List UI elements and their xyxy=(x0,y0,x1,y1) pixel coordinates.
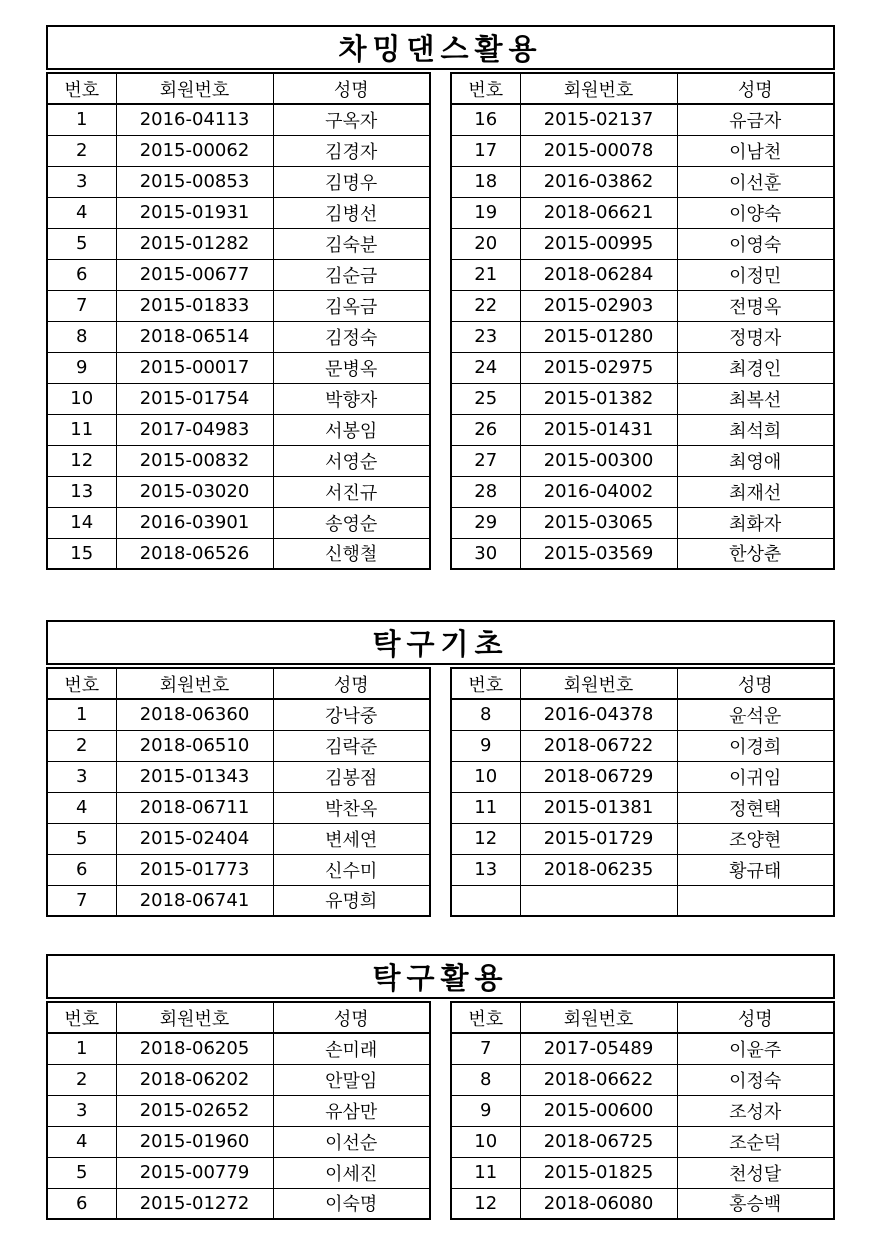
row-number: 8 xyxy=(451,1064,520,1095)
row-number: 29 xyxy=(451,507,520,538)
table-row xyxy=(451,445,834,476)
member-id: 2018-06205 xyxy=(116,1033,273,1064)
member-id: 2018-06621 xyxy=(520,197,677,228)
header-name: 성명 xyxy=(677,73,834,104)
member-name: 이선순 xyxy=(273,1126,430,1157)
member-name: 이정민 xyxy=(677,259,834,290)
header-row xyxy=(47,668,430,699)
member-id: 2017-04983 xyxy=(116,414,273,445)
roster-tables xyxy=(46,1001,835,1220)
member-name: 유삼만 xyxy=(273,1095,430,1126)
table-row xyxy=(47,352,430,383)
table-row xyxy=(47,383,430,414)
member-id: 2015-03569 xyxy=(520,538,677,569)
row-number: 10 xyxy=(451,1126,520,1157)
table-row xyxy=(47,730,430,761)
row-number: 7 xyxy=(47,290,116,321)
table-row xyxy=(47,321,430,352)
header-row xyxy=(47,1002,430,1033)
row-number: 4 xyxy=(47,197,116,228)
header-member-id: 회원번호 xyxy=(520,1002,677,1033)
header-member-id: 회원번호 xyxy=(116,1002,273,1033)
member-id: 2015-01343 xyxy=(116,761,273,792)
roster-table-right xyxy=(450,1001,835,1220)
member-id: 2015-01754 xyxy=(116,383,273,414)
member-name: 김순금 xyxy=(273,259,430,290)
member-id: 2015-00832 xyxy=(116,445,273,476)
table-row xyxy=(47,792,430,823)
row-number: 2 xyxy=(47,1064,116,1095)
member-name: 박향자 xyxy=(273,383,430,414)
member-name: 이숙명 xyxy=(273,1188,430,1219)
header-row xyxy=(451,668,834,699)
member-name: 서진규 xyxy=(273,476,430,507)
table-row xyxy=(451,259,834,290)
member-id: 2015-02404 xyxy=(116,823,273,854)
table-row xyxy=(451,1033,834,1064)
member-id: 2018-06711 xyxy=(116,792,273,823)
table-row xyxy=(451,507,834,538)
roster-table-left xyxy=(46,667,431,917)
header-member-id: 회원번호 xyxy=(116,668,273,699)
member-id: 2016-03862 xyxy=(520,166,677,197)
table-row xyxy=(47,1064,430,1095)
row-number: 1 xyxy=(47,1033,116,1064)
member-name: 이선훈 xyxy=(677,166,834,197)
member-id: 2015-00078 xyxy=(520,135,677,166)
row-number: 10 xyxy=(451,761,520,792)
member-name: 조순덕 xyxy=(677,1126,834,1157)
member-name: 김정숙 xyxy=(273,321,430,352)
row-number: 18 xyxy=(451,166,520,197)
row-number: 12 xyxy=(451,823,520,854)
table-row xyxy=(451,228,834,259)
table-row xyxy=(47,166,430,197)
member-name: 황규태 xyxy=(677,854,834,885)
member-id: 2015-01960 xyxy=(116,1126,273,1157)
row-number: 5 xyxy=(47,1157,116,1188)
member-id: 2015-01272 xyxy=(116,1188,273,1219)
row-number: 4 xyxy=(47,792,116,823)
row-number: 1 xyxy=(47,699,116,730)
row-number: 11 xyxy=(47,414,116,445)
row-number: 11 xyxy=(451,792,520,823)
row-number: 4 xyxy=(47,1126,116,1157)
table-row xyxy=(47,414,430,445)
row-number: 12 xyxy=(47,445,116,476)
member-name: 강낙중 xyxy=(273,699,430,730)
member-id: 2015-02652 xyxy=(116,1095,273,1126)
header-no: 번호 xyxy=(47,73,116,104)
row-number: 22 xyxy=(451,290,520,321)
member-name: 김옥금 xyxy=(273,290,430,321)
member-name: 윤석운 xyxy=(677,699,834,730)
table-row xyxy=(451,197,834,228)
header-no: 번호 xyxy=(47,1002,116,1033)
roster-table-left xyxy=(46,1001,431,1220)
member-name: 김락준 xyxy=(273,730,430,761)
row-number: 7 xyxy=(47,885,116,916)
member-id: 2018-06722 xyxy=(520,730,677,761)
member-id: 2016-04378 xyxy=(520,699,677,730)
table-row xyxy=(47,290,430,321)
member-id: 2018-06360 xyxy=(116,699,273,730)
table-row xyxy=(451,885,834,916)
member-name: 최석희 xyxy=(677,414,834,445)
member-name: 조양현 xyxy=(677,823,834,854)
row-number: 16 xyxy=(451,104,520,135)
header-row xyxy=(451,73,834,104)
member-id: 2018-06622 xyxy=(520,1064,677,1095)
row-number: 3 xyxy=(47,1095,116,1126)
table-row xyxy=(451,1157,834,1188)
header-name: 성명 xyxy=(273,73,430,104)
member-name: 천성달 xyxy=(677,1157,834,1188)
member-id: 2018-06526 xyxy=(116,538,273,569)
row-number: 10 xyxy=(47,383,116,414)
member-name: 신수미 xyxy=(273,854,430,885)
member-name xyxy=(677,885,834,916)
member-name: 이정숙 xyxy=(677,1064,834,1095)
table-row xyxy=(451,792,834,823)
member-name: 박찬옥 xyxy=(273,792,430,823)
member-id: 2016-03901 xyxy=(116,507,273,538)
roster-tables xyxy=(46,667,835,917)
header-no: 번호 xyxy=(47,668,116,699)
member-name: 이양숙 xyxy=(677,197,834,228)
table-row xyxy=(47,476,430,507)
row-number: 19 xyxy=(451,197,520,228)
class-section xyxy=(46,620,835,917)
header-no: 번호 xyxy=(451,668,520,699)
table-row xyxy=(47,854,430,885)
row-number: 26 xyxy=(451,414,520,445)
table-row xyxy=(47,1188,430,1219)
row-number: 25 xyxy=(451,383,520,414)
member-id: 2015-03020 xyxy=(116,476,273,507)
table-row xyxy=(47,1157,430,1188)
header-name: 성명 xyxy=(273,1002,430,1033)
table-row xyxy=(451,135,834,166)
member-id: 2015-00853 xyxy=(116,166,273,197)
member-name: 정명자 xyxy=(677,321,834,352)
table-row xyxy=(451,104,834,135)
member-id: 2015-00677 xyxy=(116,259,273,290)
header-row xyxy=(47,73,430,104)
member-id: 2015-01381 xyxy=(520,792,677,823)
header-row xyxy=(451,1002,834,1033)
table-row xyxy=(451,383,834,414)
member-name: 서봉임 xyxy=(273,414,430,445)
row-number: 24 xyxy=(451,352,520,383)
table-row xyxy=(47,1095,430,1126)
header-member-id: 회원번호 xyxy=(116,73,273,104)
member-name: 한상춘 xyxy=(677,538,834,569)
member-name: 최복선 xyxy=(677,383,834,414)
member-id: 2018-06725 xyxy=(520,1126,677,1157)
row-number: 21 xyxy=(451,259,520,290)
class-section xyxy=(46,954,835,1220)
member-id: 2018-06729 xyxy=(520,761,677,792)
member-name: 최영애 xyxy=(677,445,834,476)
member-id: 2018-06235 xyxy=(520,854,677,885)
header-name: 성명 xyxy=(273,668,430,699)
table-row xyxy=(451,290,834,321)
roster-table-right xyxy=(450,72,835,570)
member-id: 2018-06741 xyxy=(116,885,273,916)
header-member-id: 회원번호 xyxy=(520,73,677,104)
member-id: 2016-04002 xyxy=(520,476,677,507)
member-name: 조성자 xyxy=(677,1095,834,1126)
table-row xyxy=(47,507,430,538)
member-id: 2015-02975 xyxy=(520,352,677,383)
member-id: 2015-01729 xyxy=(520,823,677,854)
member-id: 2018-06284 xyxy=(520,259,677,290)
member-name: 김병선 xyxy=(273,197,430,228)
member-id: 2015-01931 xyxy=(116,197,273,228)
member-name: 최재선 xyxy=(677,476,834,507)
member-id: 2015-00017 xyxy=(116,352,273,383)
member-id: 2015-00995 xyxy=(520,228,677,259)
section-title: 탁구기초 xyxy=(46,620,835,665)
row-number: 30 xyxy=(451,538,520,569)
row-number: 27 xyxy=(451,445,520,476)
member-name: 이영숙 xyxy=(677,228,834,259)
member-name: 문병옥 xyxy=(273,352,430,383)
table-row xyxy=(47,135,430,166)
header-member-id: 회원번호 xyxy=(520,668,677,699)
header-no: 번호 xyxy=(451,73,520,104)
member-id: 2018-06510 xyxy=(116,730,273,761)
row-number: 20 xyxy=(451,228,520,259)
row-number: 7 xyxy=(451,1033,520,1064)
member-name: 최경인 xyxy=(677,352,834,383)
member-id: 2015-01280 xyxy=(520,321,677,352)
member-id: 2015-01773 xyxy=(116,854,273,885)
section-title: 차밍댄스활용 xyxy=(46,25,835,70)
row-number: 13 xyxy=(451,854,520,885)
member-id: 2015-01382 xyxy=(520,383,677,414)
member-name: 김봉점 xyxy=(273,761,430,792)
member-name: 유명희 xyxy=(273,885,430,916)
row-number: 6 xyxy=(47,1188,116,1219)
row-number: 23 xyxy=(451,321,520,352)
table-row xyxy=(451,823,834,854)
row-number: 17 xyxy=(451,135,520,166)
table-row xyxy=(451,1126,834,1157)
member-id: 2015-00600 xyxy=(520,1095,677,1126)
table-row xyxy=(451,414,834,445)
member-name: 김숙분 xyxy=(273,228,430,259)
row-number: 28 xyxy=(451,476,520,507)
row-number: 3 xyxy=(47,166,116,197)
header-name: 성명 xyxy=(677,668,834,699)
table-row xyxy=(47,1033,430,1064)
table-row xyxy=(47,823,430,854)
member-id: 2015-00062 xyxy=(116,135,273,166)
table-row xyxy=(451,1095,834,1126)
table-row xyxy=(451,538,834,569)
member-id: 2015-00779 xyxy=(116,1157,273,1188)
member-id: 2015-02903 xyxy=(520,290,677,321)
member-name: 서영순 xyxy=(273,445,430,476)
row-number xyxy=(451,885,520,916)
row-number: 13 xyxy=(47,476,116,507)
table-row xyxy=(47,761,430,792)
table-row xyxy=(47,197,430,228)
row-number: 12 xyxy=(451,1188,520,1219)
row-number: 6 xyxy=(47,854,116,885)
header-name: 성명 xyxy=(677,1002,834,1033)
row-number: 8 xyxy=(47,321,116,352)
table-row xyxy=(451,166,834,197)
row-number: 15 xyxy=(47,538,116,569)
member-id: 2018-06514 xyxy=(116,321,273,352)
member-id: 2016-04113 xyxy=(116,104,273,135)
member-name: 최화자 xyxy=(677,507,834,538)
table-row xyxy=(47,259,430,290)
row-number: 5 xyxy=(47,823,116,854)
table-row xyxy=(451,699,834,730)
member-name: 신행철 xyxy=(273,538,430,569)
member-id: 2018-06202 xyxy=(116,1064,273,1095)
table-row xyxy=(47,1126,430,1157)
member-name: 변세연 xyxy=(273,823,430,854)
member-name: 송영순 xyxy=(273,507,430,538)
member-id: 2015-01833 xyxy=(116,290,273,321)
member-name: 이귀임 xyxy=(677,761,834,792)
member-id: 2015-02137 xyxy=(520,104,677,135)
member-name: 김경자 xyxy=(273,135,430,166)
row-number: 8 xyxy=(451,699,520,730)
table-row xyxy=(47,699,430,730)
member-name: 이남천 xyxy=(677,135,834,166)
row-number: 9 xyxy=(451,730,520,761)
class-section xyxy=(46,25,835,570)
member-name: 정현택 xyxy=(677,792,834,823)
member-id: 2015-01825 xyxy=(520,1157,677,1188)
table-row xyxy=(451,761,834,792)
table-row xyxy=(451,730,834,761)
roster-table-left xyxy=(46,72,431,570)
member-id: 2015-01282 xyxy=(116,228,273,259)
table-row xyxy=(451,352,834,383)
member-name: 이윤주 xyxy=(677,1033,834,1064)
roster-tables xyxy=(46,72,835,570)
member-name: 김명우 xyxy=(273,166,430,197)
table-row xyxy=(451,854,834,885)
row-number: 11 xyxy=(451,1157,520,1188)
member-name: 홍승백 xyxy=(677,1188,834,1219)
table-row xyxy=(47,538,430,569)
row-number: 2 xyxy=(47,135,116,166)
row-number: 9 xyxy=(47,352,116,383)
member-id: 2018-06080 xyxy=(520,1188,677,1219)
member-name: 이세진 xyxy=(273,1157,430,1188)
row-number: 6 xyxy=(47,259,116,290)
member-name: 손미래 xyxy=(273,1033,430,1064)
table-row xyxy=(451,321,834,352)
table-row xyxy=(47,228,430,259)
table-row xyxy=(47,885,430,916)
row-number: 3 xyxy=(47,761,116,792)
header-no: 번호 xyxy=(451,1002,520,1033)
member-name: 유금자 xyxy=(677,104,834,135)
table-row xyxy=(451,1188,834,1219)
row-number: 2 xyxy=(47,730,116,761)
table-row xyxy=(451,1064,834,1095)
row-number: 5 xyxy=(47,228,116,259)
table-row xyxy=(451,476,834,507)
member-id: 2015-00300 xyxy=(520,445,677,476)
member-name: 이경희 xyxy=(677,730,834,761)
table-row xyxy=(47,445,430,476)
member-name: 안말임 xyxy=(273,1064,430,1095)
row-number: 14 xyxy=(47,507,116,538)
row-number: 9 xyxy=(451,1095,520,1126)
row-number: 1 xyxy=(47,104,116,135)
member-name: 구옥자 xyxy=(273,104,430,135)
member-id: 2015-03065 xyxy=(520,507,677,538)
member-id xyxy=(520,885,677,916)
member-id: 2015-01431 xyxy=(520,414,677,445)
member-name: 전명옥 xyxy=(677,290,834,321)
section-title: 탁구활용 xyxy=(46,954,835,999)
table-row xyxy=(47,104,430,135)
roster-table-right xyxy=(450,667,835,917)
member-id: 2017-05489 xyxy=(520,1033,677,1064)
